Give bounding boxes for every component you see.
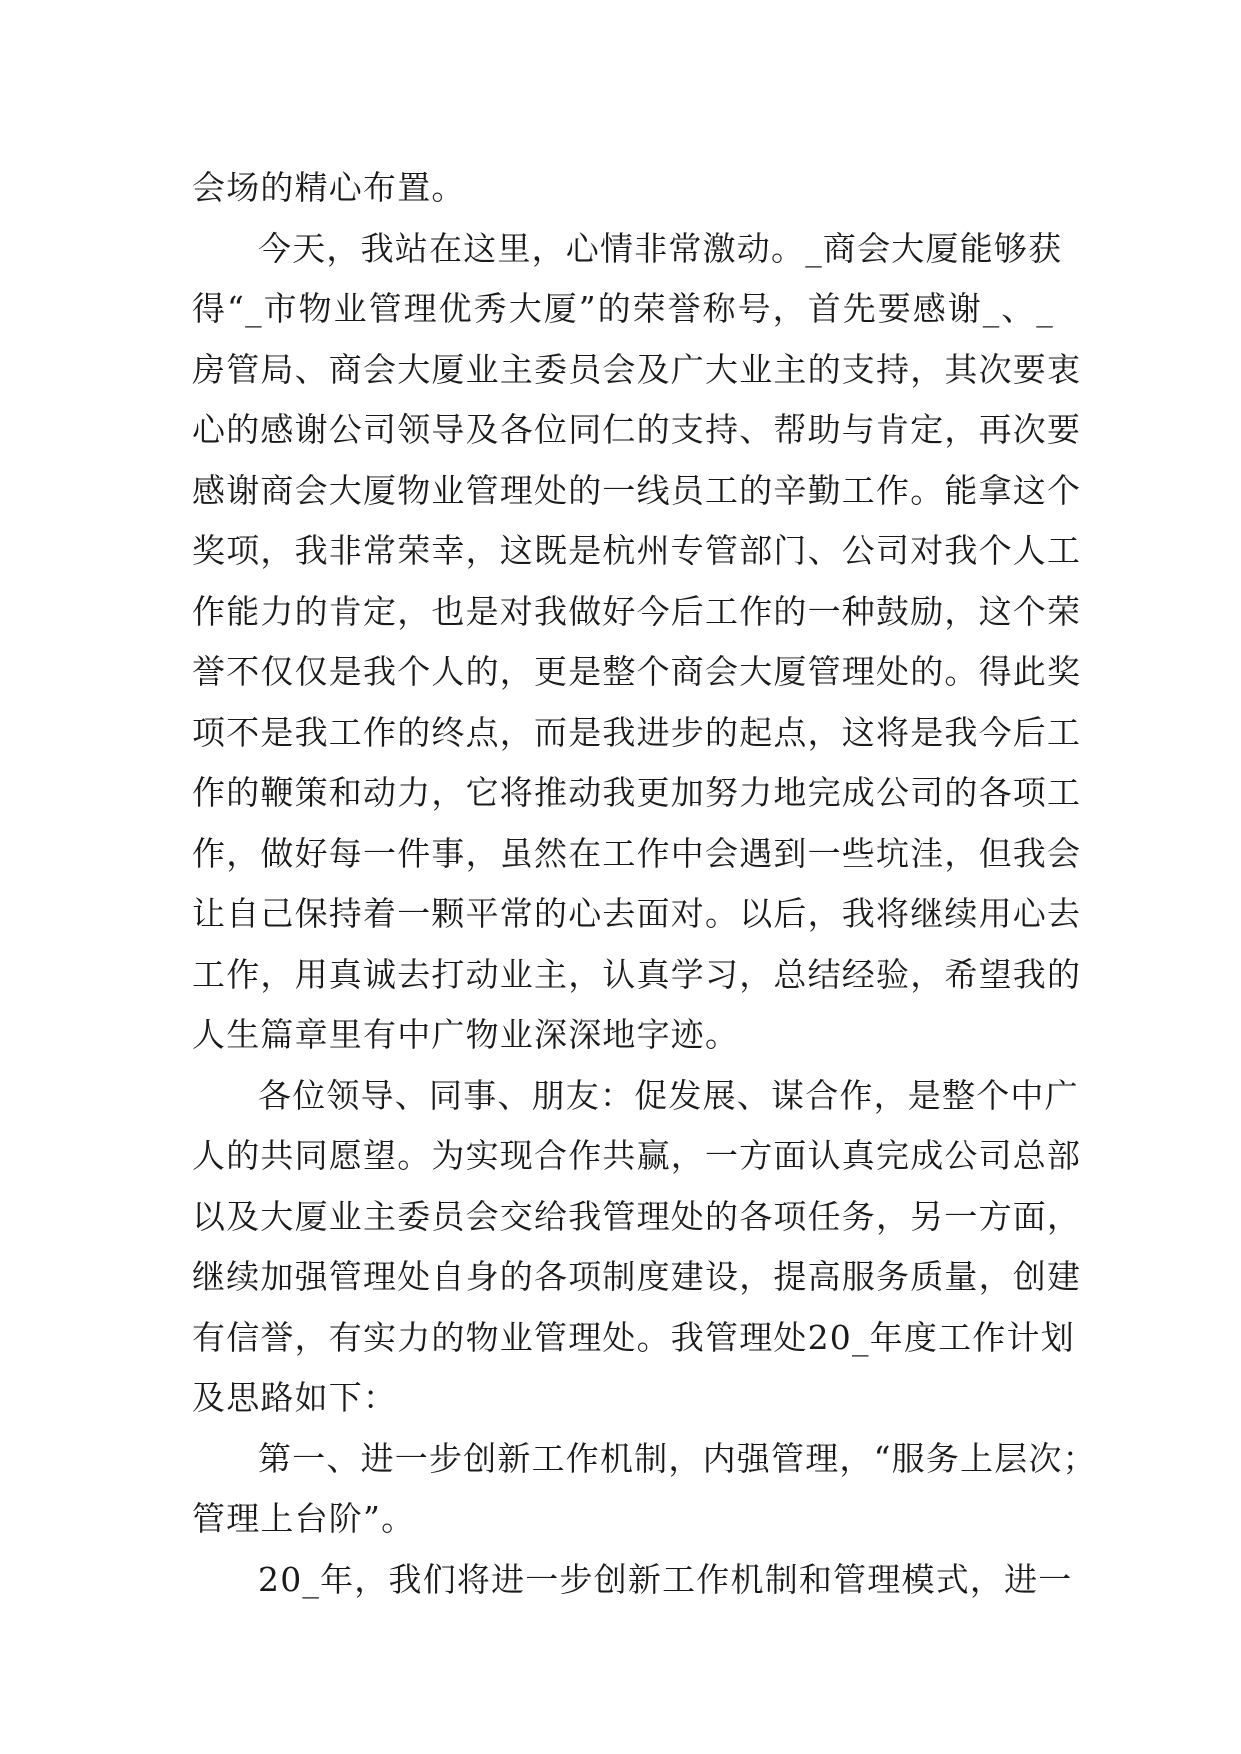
text-line: 奖项，我非常荣幸，这既是杭州专管部门、公司对我个人工	[192, 531, 1082, 570]
text-line: 作的鞭策和动力，它将推动我更加努力地完成公司的各项工	[192, 773, 1082, 812]
text-line: 有信誉，有实力的物业管理处。我管理处20_年度工作计划	[192, 1317, 1075, 1357]
text-line: 项不是我工作的终点，而是我进步的起点，这将是我今后工	[192, 712, 1082, 752]
text-line: 得“_市物业管理优秀大厦”的荣誉称号，首先要感谢_、_	[192, 289, 1054, 328]
text-line: 心的感谢公司领导及各位同仁的支持、帮助与肯定，再次要	[192, 410, 1082, 449]
text-line: 及思路如下：	[192, 1378, 398, 1417]
text-line: 房管局、商会大厦业主委员会及广大业主的支持，其次要衷	[192, 349, 1082, 389]
text-line: 作，做好每一件事，虽然在工作中会遇到一些坑洼，但我会	[192, 833, 1082, 873]
text-line: 各位领导、同事、朋友：促发展、谋合作，是整个中广	[258, 1075, 1079, 1115]
text-line: 感谢商会大厦物业管理处的一线员工的辛勤工作。能拿这个	[192, 470, 1082, 510]
text-line: 人的共同愿望。为实现合作共赢，一方面认真完成公司总部	[192, 1136, 1082, 1175]
text-line: 管理上台阶”。	[192, 1499, 416, 1538]
text-line: 20_年，我们将进一步创新工作机制和管理模式，进一	[258, 1559, 1073, 1599]
text-line: 第一、进一步创新工作机制，内强管理，“服务上层次；	[258, 1438, 1097, 1478]
text-line: 工作，用真诚去打动业主，认真学习，总结经验，希望我的	[192, 954, 1082, 994]
text-line: 会场的精心布置。	[192, 168, 466, 207]
text-line: 继续加强管理处自身的各项制度建设，提高服务质量，创建	[192, 1257, 1082, 1296]
text-line: 誉不仅仅是我个人的，更是整个商会大厦管理处的。得此奖	[192, 652, 1082, 691]
text-line: 今天，我站在这里，心情非常激动。_商会大厦能够获	[258, 228, 1063, 268]
text-line: 以及大厦业主委员会交给我管理处的各项任务，另一方面，	[192, 1196, 1082, 1236]
text-line: 人生篇章里有中广物业深深地字迹。	[192, 1015, 740, 1054]
text-line: 作能力的肯定，也是对我做好今后工作的一种鼓励，这个荣	[192, 591, 1082, 631]
text-line: 让自己保持着一颗平常的心去面对。以后，我将继续用心去	[192, 894, 1082, 933]
body-text	[192, 158, 1097, 1610]
